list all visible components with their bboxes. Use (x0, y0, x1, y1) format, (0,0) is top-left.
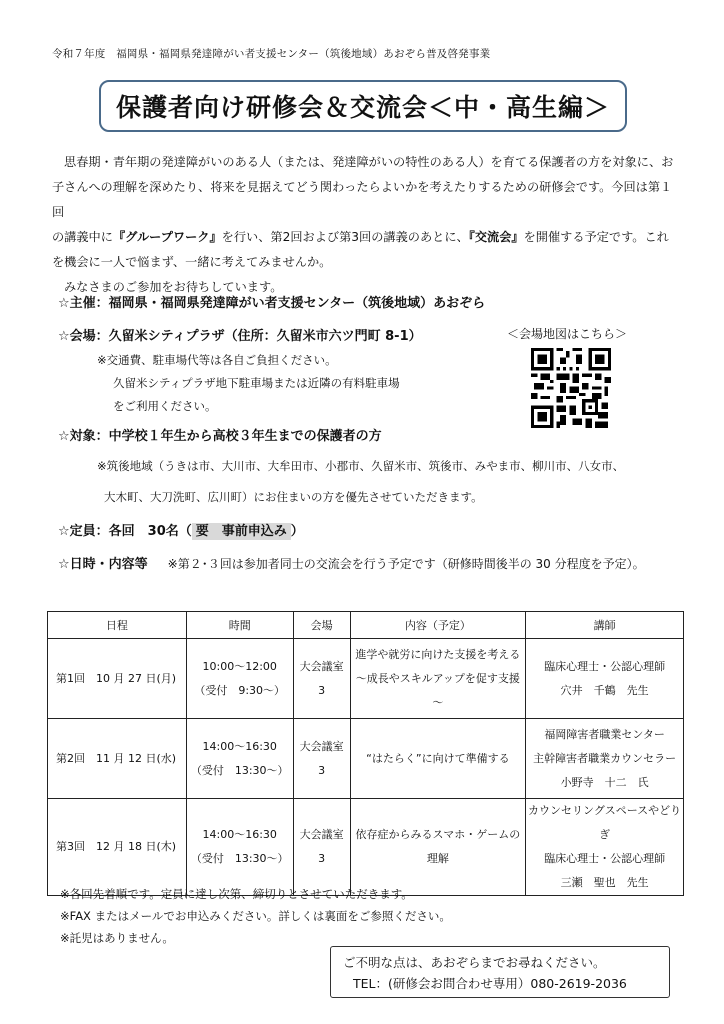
venue-note-3: をご利用ください。 (113, 399, 217, 413)
session-content: 進学や就労に向けた支援を考える ～成長やスキルアップを促す支援～ (350, 639, 526, 719)
datetime-heading: ☆日時・内容等 ※第２･３回は参加者同士の交流会を行う予定です（研修時間後半の 30 分程度を予定）。 (58, 557, 645, 572)
contact-phone: TEL：(研修会お問合わせ専用）080-2619-2036 (353, 976, 627, 991)
col-header-time: 時間 (186, 612, 293, 639)
exchange-emphasis: 『交流会』 (468, 230, 524, 244)
session-time: 10:00～12:00 （受付 9:30～） (186, 639, 293, 719)
target-note-2: 大木町、大刀洗町、広川町）にお住まいの方を優先させていただきます。 (104, 490, 483, 504)
table-row (48, 719, 684, 799)
intro-line: の講義中に『グループワーク』を行い、第2回および第3回の講義のあとに、『交流会』を開催する予定です。これ (52, 230, 669, 244)
session-room: 大会議室 3 (293, 639, 350, 719)
col-header-lecturer: 講師 (526, 612, 684, 639)
qr-code-icon[interactable] (531, 348, 611, 428)
session-room: 大会議室 3 (293, 719, 350, 799)
session-date: 第3回 12 月 18 日(木) (48, 799, 187, 896)
target-note-1: ※筑後地域（うきは市、大川市、大牟田市、小郡市、久留米市、筑後市、みやま市、柳川市、八女市、 (97, 459, 625, 473)
session-time: 14:00～16:30 （受付 13:30～） (186, 719, 293, 799)
target: ☆対象：中学校１年生から高校３年生までの保護者の方 (58, 429, 382, 444)
footnotes (60, 883, 451, 949)
intro-line: 子さんへの理解を深めたり、将来を見据えてどう関わったらよいかを考えたりするための研修会です。今回は第１回 (52, 180, 673, 219)
datetime-note: ※第２･３回は参加者同士の交流会を行う予定です（研修時間後半の 30 分程度を予定）。 (167, 557, 645, 571)
session-lecturer: カウンセリングスペースやどりぎ 臨床心理士・公認心理師 三瀬 聖也 先生 (526, 799, 684, 896)
capacity: ☆定員：各回 30名（ 要 事前申込み ） (58, 524, 304, 539)
session-content: 依存症からみるスマホ・ゲームの理解 (350, 799, 526, 896)
group-work-emphasis: 『グループワーク』 (112, 230, 222, 244)
footnote: ※各回先着順です。定員に達し次第、締切りとさせていただきます。 (60, 887, 413, 901)
contact-box (330, 946, 670, 998)
contact-line: ご不明な点は、あおぞらまでお尋ねください。 (343, 955, 606, 970)
table-row (48, 799, 684, 896)
venue-note-1: ※交通費、駐車場代等は各自ご負担ください。 (97, 353, 337, 367)
intro-line: を機会に一人で悩まず、一緒に考えてみませんか。 (52, 255, 332, 269)
footnote: ※託児はありません。 (60, 931, 174, 945)
schedule-table (47, 611, 684, 896)
session-content: “はたらく”に向けて準備する (350, 719, 526, 799)
session-time: 14:00～16:30 （受付 13:30～） (186, 799, 293, 896)
session-lecturer: 臨床心理士・公認心理師 穴井 千鶴 先生 (526, 639, 684, 719)
intro-line: みなさまのご参加をお待ちしています。 (64, 280, 283, 294)
map-label: ＜会場地図はこちら＞ (507, 327, 628, 341)
intro-line: 思春期・青年期の発達障がいのある人（または、発達障がいの特性のある人）を育てる保護者の方を対象に、お (64, 155, 674, 169)
footnote: ※FAX またはメールでお申込みください。詳しくは裏面をご参照ください。 (60, 909, 451, 923)
session-room: 大会議室 3 (293, 799, 350, 896)
registration-required-badge: 要 事前申込み (192, 523, 291, 540)
session-lecturer: 福岡障害者職業センター 主幹障害者職業カウンセラー 小野寺 十二 氏 (526, 719, 684, 799)
table-row (48, 639, 684, 719)
col-header-room: 会場 (293, 612, 350, 639)
session-date: 第2回 11 月 12 日(水) (48, 719, 187, 799)
session-date: 第1回 10 月 27 日(月) (48, 639, 187, 719)
venue: ☆会場：久留米シティプラザ（住所：久留米市六ツ門町 8-1） (58, 329, 422, 344)
col-header-content: 内容（予定） (350, 612, 526, 639)
intro-text (52, 150, 680, 300)
venue-note-2: 久留米シティプラザ地下駐車場または近隣の有料駐車場 (113, 376, 400, 390)
header-text: 令和７年度 福岡県・福岡県発達障がい者支援センター（筑後地域）あおぞら普及啓発事業 (52, 48, 491, 60)
organizer: ☆主催：福岡県・福岡県発達障がい者支援センター（筑後地域）あおぞら (58, 296, 486, 311)
col-header-date: 日程 (48, 612, 187, 639)
table-header-row (48, 612, 684, 639)
page-title: 保護者向け研修会＆交流会＜中・高生編＞ (99, 80, 627, 132)
